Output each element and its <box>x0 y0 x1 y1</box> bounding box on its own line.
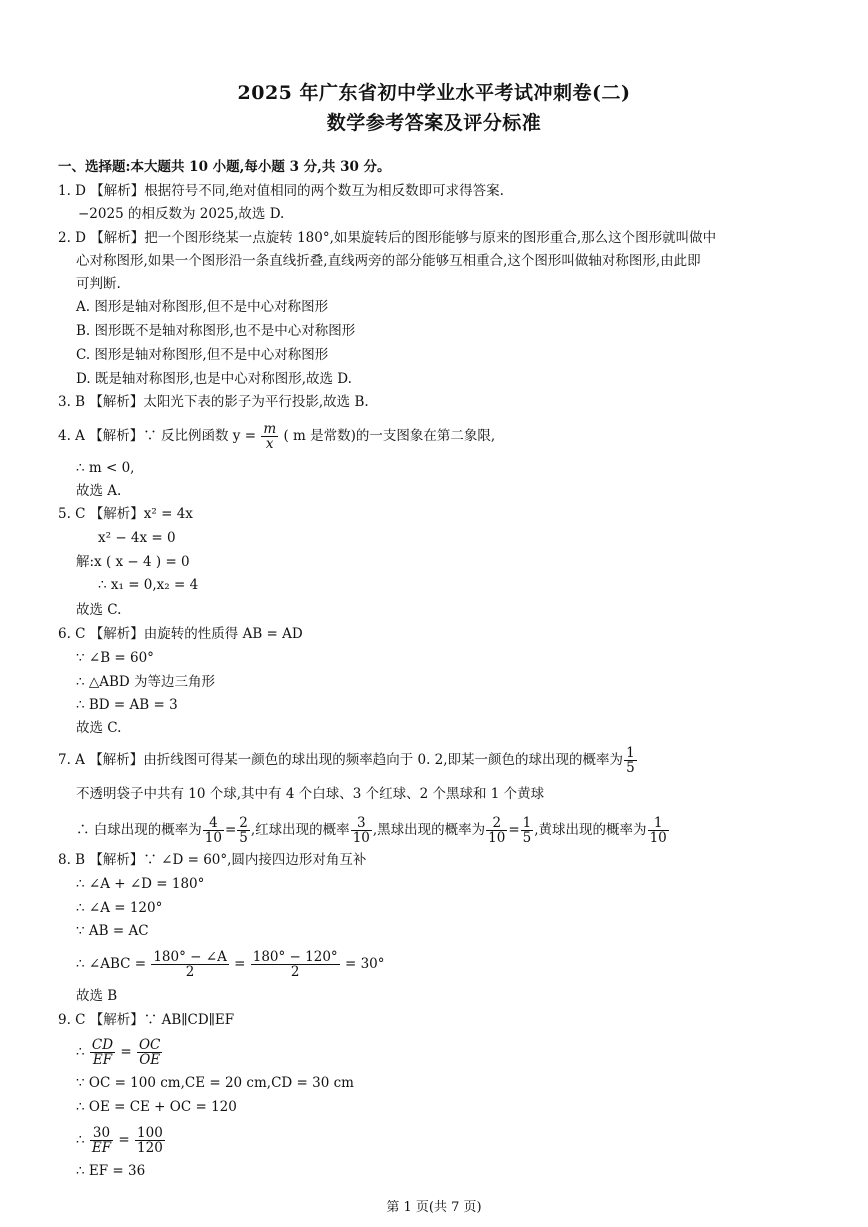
q9-fraction <box>90 1038 115 1067</box>
fraction-denominator: 5 <box>239 830 248 846</box>
q7-fraction <box>648 816 669 845</box>
q7-line <box>58 746 638 775</box>
page-subtitle: 数学参考答案及评分标准 <box>326 112 542 134</box>
q9-fraction <box>135 1126 165 1155</box>
q8-line: 8. B 【解析】∵ ∠D = 60°,圆内接四边形对角互补 <box>58 852 367 868</box>
fraction-denominator: 2 <box>185 964 195 980</box>
fraction-numerator: 30 <box>90 1126 113 1141</box>
fraction-denominator: OE <box>139 1052 161 1068</box>
q6-line: 故选 C. <box>76 720 122 736</box>
q5-line: 解:x ( x − 4 ) = 0 <box>76 554 190 570</box>
q2-option-a: A. 图形是轴对称图形,但不是中心对称图形 <box>76 299 329 315</box>
q7-fraction <box>351 816 372 845</box>
q7-text: ,红球出现的概率 <box>250 822 350 838</box>
q5-line: x² − 4x = 0 <box>98 530 176 546</box>
fraction-denominator: 120 <box>137 1140 163 1156</box>
q2-option-c: C. 图形是轴对称图形,但不是中心对称图形 <box>76 347 329 363</box>
fraction-denominator: 10 <box>352 830 370 846</box>
q9-line: 9. C 【解析】∵ AB∥CD∥EF <box>58 1012 235 1028</box>
q7-fraction <box>521 816 534 845</box>
q5-line: 故选 C. <box>76 602 122 618</box>
q1-line: 1. D 【解析】根据符号不同,绝对值相同的两个数互为相反数即可求得答案. <box>58 183 504 199</box>
q4-fraction <box>261 422 278 451</box>
fraction-denominator: 5 <box>626 760 635 776</box>
q6-line: ∴ BD = AB = 3 <box>76 697 178 713</box>
q7-fraction <box>203 816 224 845</box>
q4-line: 故选 A. <box>76 483 122 499</box>
q8-text: ∴ ∠ABC = <box>76 956 147 972</box>
q8-fraction <box>151 950 228 979</box>
q7-line <box>76 816 670 845</box>
q9-fraction <box>137 1038 162 1067</box>
q7-text: ,黄球出现的概率为 <box>534 822 647 838</box>
q2-line: 可判断. <box>76 276 121 292</box>
q2-option-b: B. 图形既不是轴对称图形,也不是中心对称图形 <box>76 323 356 339</box>
q9-line: ∴ OE = CE + OC = 120 <box>76 1099 237 1115</box>
equals-sign: = <box>508 822 520 838</box>
fraction-numerator: 3 <box>351 816 372 831</box>
q8-line: ∴ ∠A + ∠D = 180° <box>76 876 205 892</box>
q2-line: 2. D 【解析】把一个图形绕某一点旋转 180°,如果旋转后的图形能够与原来的图形重合,那么这个图形就叫做中 <box>58 230 717 246</box>
q9-text: ∴ <box>76 1132 85 1148</box>
q8-line: ∴ ∠ABC = $\frac{180^\circ - \angle A}{2}$ = $\frac{180^\circ - 120^\circ}{2}$ = 30° <box>76 949 385 980</box>
section-heading: 一、选择题:本大题共 10 小题,每小题 3 分,共 30 分。 <box>58 159 391 175</box>
fraction-numerator: 4 <box>203 816 224 831</box>
fraction-numerator: 1 <box>522 815 532 831</box>
fraction-numerator: 180° − ∠A <box>153 949 227 965</box>
q8-line: 故选 B <box>76 988 118 1004</box>
q9-line: ∵ OC = 100 cm,CE = 20 cm,CD = 30 cm <box>76 1075 354 1091</box>
q7-line: 不透明袋子中共有 10 个球,其中有 4 个白球、3 个红球、2 个黑球和 1 个黄球 <box>76 786 545 802</box>
q7-text: ∴ 白球出现的概率为 <box>76 822 202 838</box>
fraction-numerator: 100 <box>137 1125 163 1141</box>
page-footer: 第 1 页(共 7 页) <box>386 1200 482 1215</box>
fraction-denominator: 5 <box>522 830 532 846</box>
fraction-numerator: 180° − 120° <box>252 949 338 965</box>
equals-sign: = <box>224 822 237 838</box>
q6-line: 6. C 【解析】由旋转的性质得 AB = AD <box>58 626 303 642</box>
q7-fraction <box>624 746 637 775</box>
q8-line: ∴ ∠A = 120° <box>76 900 163 916</box>
page-title: 2025 年广东省初中学业水平考试冲刺卷(二) <box>237 82 631 104</box>
q7-text: ,黑球出现的概率为 <box>372 822 486 838</box>
q4-text: ( m 是常数)的一支图象在第二象限, <box>283 428 496 444</box>
fraction-denominator: 10 <box>488 830 506 846</box>
fraction-numerator: 1 <box>626 745 635 761</box>
q5-line: 5. C 【解析】x² = 4x <box>58 506 193 522</box>
q8-text: = 30° <box>344 956 385 972</box>
q9-fraction <box>90 1126 113 1155</box>
q7-text: 7. A 【解析】由折线图可得某一颜色的球出现的频率趋向于 0. 2,即某一颜色的球出现的概率为 <box>58 752 624 768</box>
q4-line <box>58 422 495 451</box>
fraction-numerator: 2 <box>239 815 248 831</box>
q9-line: ∴ EF = 36 <box>76 1163 146 1179</box>
q9-text: ∴ <box>76 1044 85 1060</box>
q6-line: ∴ △ABD 为等边三角形 <box>76 674 216 690</box>
q5-line: ∴ x₁ = 0,x₂ = 4 <box>98 577 199 593</box>
q4-line: ∴ m < 0, <box>76 460 135 476</box>
q7-fraction <box>486 816 507 845</box>
fraction-denominator: x <box>265 436 274 452</box>
q3-line: 3. B 【解析】太阳光下表的影子为平行投影,故选 B. <box>58 394 369 410</box>
q8-fraction <box>251 950 340 979</box>
fraction-denominator: EF <box>91 1140 112 1156</box>
fraction-numerator: 2 <box>486 816 507 831</box>
fraction-numerator: OC <box>138 1037 161 1053</box>
q4-text: 4. A 【解析】∵ 反比例函数 y = <box>58 428 257 444</box>
q7-fraction <box>237 816 250 845</box>
q2-line: 心对称图形,如果一个图形沿一条直线折叠,直线两旁的部分能够互相重合,这个图形叫做轴对称图形,由此即 <box>76 253 701 269</box>
fraction-denominator: 2 <box>290 964 300 980</box>
fraction-denominator: EF <box>92 1052 113 1068</box>
q2-option-d: D. 既是轴对称图形,也是中心对称图形,故选 D. <box>76 371 352 387</box>
q9-line: ∴ $\frac{30}{EF}$ = $\frac{100}{120}$ <box>76 1125 163 1156</box>
fraction-numerator: CD <box>91 1037 114 1053</box>
fraction-denominator: 10 <box>204 830 222 846</box>
fraction-numerator: 1 <box>648 816 669 831</box>
q9-line: ∴ $\frac{CD}{EF}$ = $\frac{OC}{OE}$ <box>76 1037 161 1068</box>
fraction-denominator: 10 <box>649 830 667 846</box>
q6-line: ∵ ∠B = 60° <box>76 650 154 666</box>
fraction-numerator: m <box>263 421 277 437</box>
q1-line: −2025 的相反数为 2025,故选 D. <box>78 206 285 222</box>
q8-line: ∵ AB = AC <box>76 923 149 939</box>
